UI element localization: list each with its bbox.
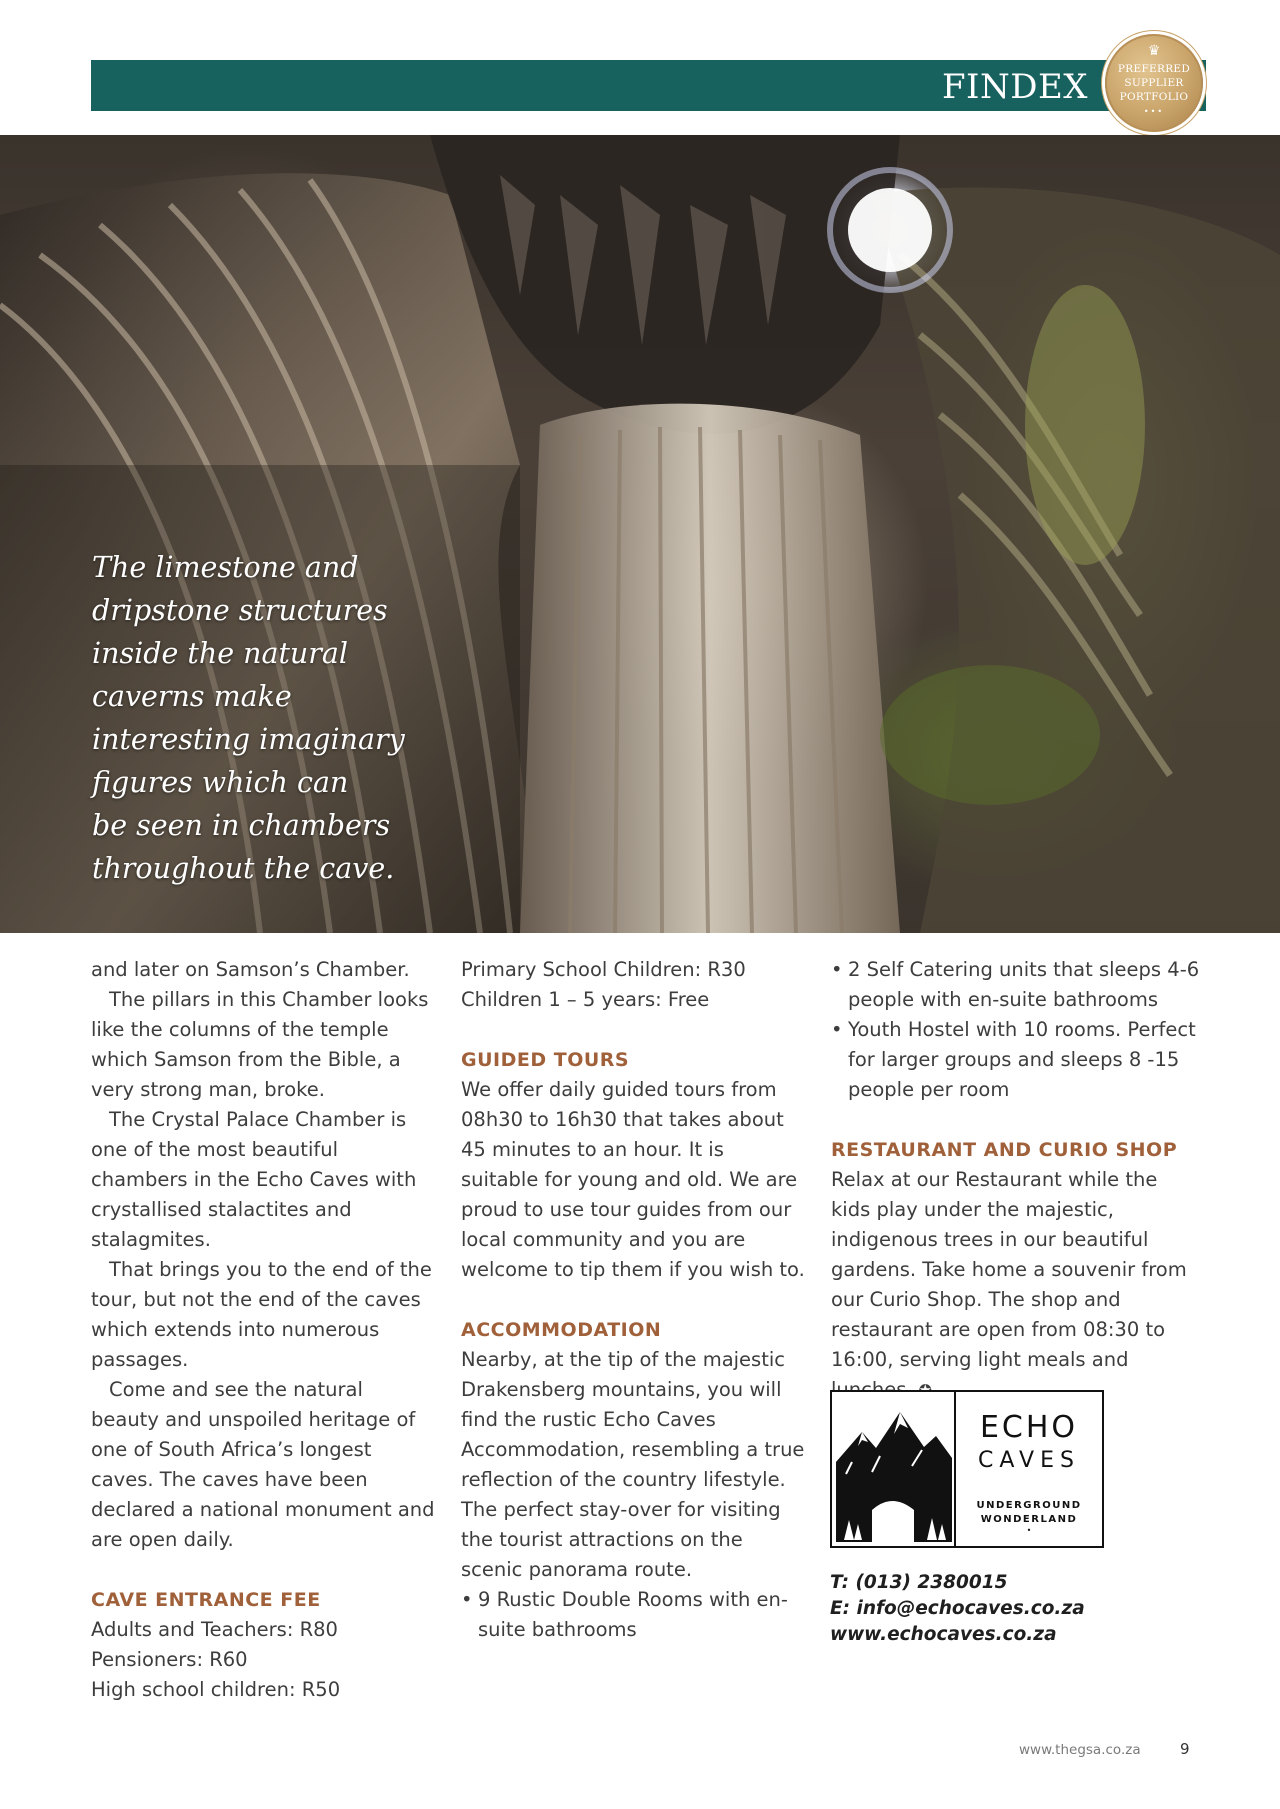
section-heading-restaurant: RESTAURANT AND CURIO SHOP [831, 1139, 1178, 1161]
fee-line: Adults and Teachers: R80 [91, 1618, 338, 1641]
website-link[interactable]: www.echocaves.co.za [830, 1624, 1057, 1645]
paragraph: The pillars in this Chamber looks like the columns of the temple which Samson from the Bible, a very strong man, broke. [91, 988, 429, 1101]
paragraph: Nearby, at the tip of the majestic Drakensberg mountains, you will find the rustic Echo Caves Accommodation, resembling a true reflection of the country lifestyle. The perfect stay-over for visiting the tourist attractions on the scenic panorama route. [461, 1348, 805, 1581]
list-item: • Youth Hostel with 10 rooms. Perfect for larger groups and sleeps 8 -15 people per room [831, 1015, 1201, 1105]
section-title: FINDEX [941, 67, 1088, 107]
fee-line: Children 1 – 5 years: Free [461, 988, 710, 1011]
email-link[interactable]: E: info@echocaves.co.za [830, 1598, 1085, 1619]
echo-caves-logo [830, 1390, 1104, 1548]
section-heading-entrance-fee: CAVE ENTRANCE FEE [91, 1589, 321, 1611]
text-column-1 [91, 955, 436, 1705]
list-item: • 2 Self Catering units that sleeps 4-6 people with en-suite bathrooms [831, 955, 1201, 1015]
logo-tagline-2: WONDERLAND [980, 1514, 1078, 1525]
paragraph: That brings you to the end of the tour, but not the end of the caves which extends into numerous passages. [91, 1258, 432, 1371]
paragraph: We offer daily guided tours from 08h30 to 16h30 that takes about 45 minutes to an hour. It is suitable for young and old. We are proud to use tour guides from our local community and you are welcome to tip them if you wish to. [461, 1078, 805, 1281]
mountain-icon [832, 1392, 954, 1546]
footer-website[interactable]: www.thegsa.co.za [1019, 1742, 1141, 1758]
page-number: 9 [1180, 1740, 1190, 1758]
fee-line: Primary School Children: R30 [461, 958, 746, 981]
logo-echo-text: ECHO [979, 1410, 1079, 1445]
text-column-3 [831, 955, 1201, 1406]
cave-photo [0, 135, 1280, 933]
badge-dots: ••• [1143, 107, 1165, 116]
fee-line: Pensioners: R60 [91, 1648, 248, 1671]
logo-caves-text: CAVES [978, 1448, 1080, 1473]
logo-dot: • [1026, 1526, 1032, 1535]
badge-line-2: SUPPLIER [1124, 77, 1184, 89]
section-heading-guided-tours: GUIDED TOURS [461, 1049, 630, 1071]
badge-line-1: PREFERRED [1117, 63, 1191, 75]
logo-tagline-1: UNDERGROUND [976, 1500, 1082, 1511]
photo-caption: The limestone and dripstone structures inside the natural caverns make interesting imaginary figures which can be seen in chambers throughout the cave. [92, 551, 405, 885]
section-heading-accommodation: ACCOMMODATION [461, 1319, 662, 1341]
badge-line-3: PORTFOLIO [1119, 91, 1189, 103]
header-bar [91, 60, 1206, 111]
text-column-2 [461, 955, 806, 1645]
preferred-supplier-badge [1105, 34, 1203, 132]
restaurant-text: Relax at our Restaurant while the kids play under the majestic, indigenous trees in our beautiful gardens. Take home a souvenir from our Curio Shop. The shop and restaurant are open from 08:30 to 16:00, serving light meals and [831, 1168, 1187, 1371]
list-item: • 9 Rustic Double Rooms with en-suite bathrooms [461, 1585, 806, 1645]
contact-info [830, 1570, 1150, 1648]
paragraph: and later on Samson’s Chamber. [91, 958, 410, 981]
paragraph: Come and see the natural beauty and unspoiled heritage of one of South Africa’s longest caves. The caves have been declared a national monument and are open daily. [91, 1378, 435, 1551]
paragraph [831, 1165, 1201, 1406]
fee-line: High school children: R50 [91, 1678, 341, 1701]
phone-number: T: (013) 2380015 [830, 1572, 1008, 1593]
paragraph: The Crystal Palace Chamber is one of the most beautiful chambers in the Echo Caves with crystallised stalactites and stalagmites. [91, 1108, 417, 1251]
crown-icon: ♛ [1147, 43, 1161, 59]
